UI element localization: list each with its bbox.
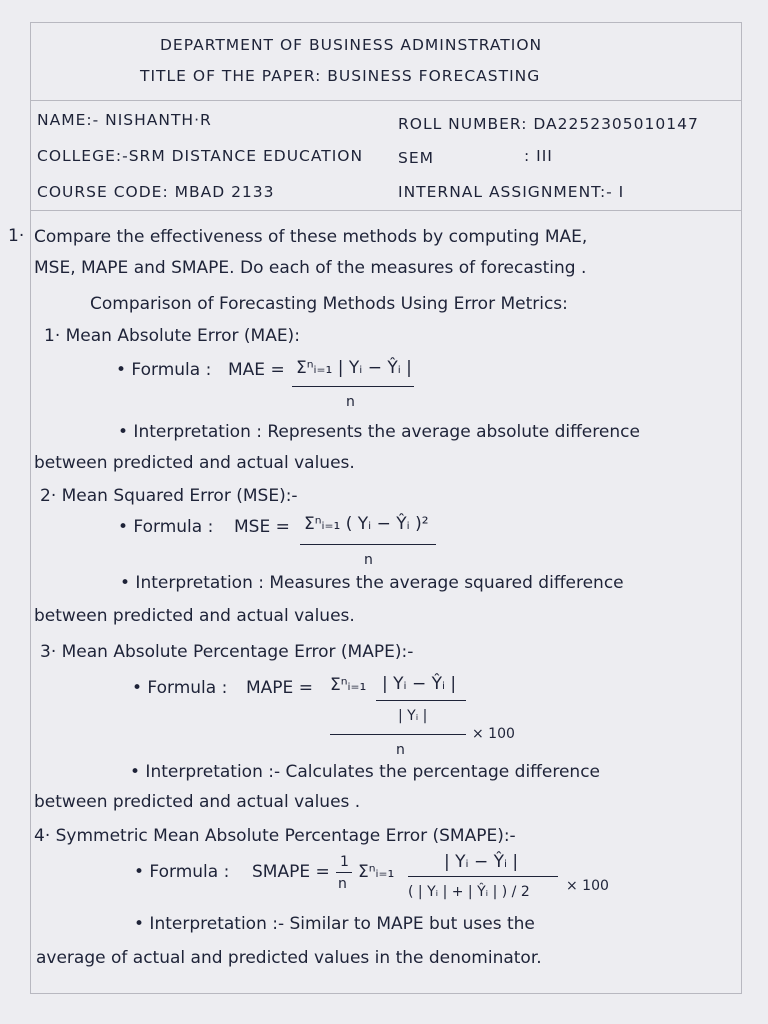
mse-interpretation-2: between predicted and actual values.: [34, 606, 355, 626]
question-line-1: Compare the effectiveness of these methods by computing MAE,: [34, 227, 588, 247]
assignment-label: INTERNAL ASSIGNMENT:- I: [398, 183, 625, 201]
mae-denominator: n: [346, 394, 355, 410]
smape-interpretation-2: average of actual and predicted values in the denominator.: [36, 948, 542, 968]
answer-heading: Comparison of Forecasting Methods Using Error Metrics:: [90, 294, 568, 314]
course-code: COURSE CODE: MBAD 2133: [37, 183, 275, 201]
mae-numerator: Σⁿᵢ₌₁ | Yᵢ − Ŷᵢ |: [296, 358, 412, 378]
sem-value: : III: [524, 147, 553, 165]
mae-title: 1· Mean Absolute Error (MAE):: [44, 326, 300, 346]
smape-inner-denominator: ( | Yᵢ | + | Ŷᵢ | ) / 2: [408, 884, 530, 900]
page-border: [30, 22, 742, 994]
smape-formula-lhs: SMAPE =: [252, 862, 330, 882]
smape-fraction-numerator: 1: [340, 854, 349, 870]
mape-formula-label: • Formula :: [132, 678, 228, 698]
mape-interpretation-2: between predicted and actual values .: [34, 792, 361, 812]
question-number: 1·: [8, 226, 25, 246]
mae-formula-lhs: MAE =: [228, 360, 285, 380]
mae-interpretation-2: between predicted and actual values.: [34, 453, 355, 473]
smape-fraction-bar: [336, 872, 352, 873]
mse-formula-lhs: MSE =: [234, 517, 290, 537]
header-divider: [30, 100, 742, 101]
mae-fraction-bar: [292, 386, 414, 387]
student-name: NAME:- NISHANTH·R: [37, 111, 212, 129]
smape-multiplier: × 100: [566, 878, 609, 894]
smape-inner-fraction-bar: [408, 876, 558, 877]
sem-label: SEM: [398, 149, 435, 167]
roll-number: ROLL NUMBER: DA2252305010147: [398, 115, 699, 133]
mape-inner-numerator: | Yᵢ − Ŷᵢ |: [382, 674, 457, 694]
mse-interpretation-1: • Interpretation : Measures the average squared difference: [120, 573, 624, 593]
mse-fraction-bar: [300, 544, 436, 545]
mape-sum: Σⁿᵢ₌₁: [330, 675, 367, 695]
mape-inner-denominator: | Yᵢ |: [398, 708, 428, 724]
info-divider: [30, 210, 742, 211]
smape-interpretation-1: • Interpretation :- Similar to MAPE but uses the: [134, 914, 535, 934]
mape-multiplier: × 100: [472, 726, 515, 742]
smape-title: 4· Symmetric Mean Absolute Percentage Error (SMAPE):-: [34, 826, 516, 846]
mse-denominator: n: [364, 552, 373, 568]
mape-interpretation-1: • Interpretation :- Calculates the percentage difference: [130, 762, 600, 782]
mse-title: 2· Mean Squared Error (MSE):-: [40, 486, 298, 506]
smape-formula-label: • Formula :: [134, 862, 230, 882]
smape-sum: Σⁿᵢ₌₁: [358, 862, 395, 882]
smape-fraction-denominator: n: [338, 876, 347, 892]
mse-formula-label: • Formula :: [118, 517, 214, 537]
college-name: COLLEGE:-SRM DISTANCE EDUCATION: [37, 147, 364, 165]
mape-fraction-bar: [330, 734, 466, 735]
mse-numerator: Σⁿᵢ₌₁ ( Yᵢ − Ŷᵢ )²: [304, 514, 429, 534]
mape-formula-lhs: MAPE =: [246, 678, 313, 698]
mape-title: 3· Mean Absolute Percentage Error (MAPE):-: [40, 642, 414, 662]
mape-denominator: n: [396, 742, 405, 758]
smape-inner-numerator: | Yᵢ − Ŷᵢ |: [444, 852, 519, 872]
mae-formula-label: • Formula :: [116, 360, 212, 380]
mape-inner-fraction-bar: [376, 700, 466, 701]
paper-title: TITLE OF THE PAPER: BUSINESS FORECASTING: [140, 67, 541, 85]
department-title: DEPARTMENT OF BUSINESS ADMINSTRATION: [160, 36, 543, 54]
mae-interpretation-1: • Interpretation : Represents the average absolute difference: [118, 422, 640, 442]
question-line-2: MSE, MAPE and SMAPE. Do each of the measures of forecasting .: [34, 258, 587, 278]
